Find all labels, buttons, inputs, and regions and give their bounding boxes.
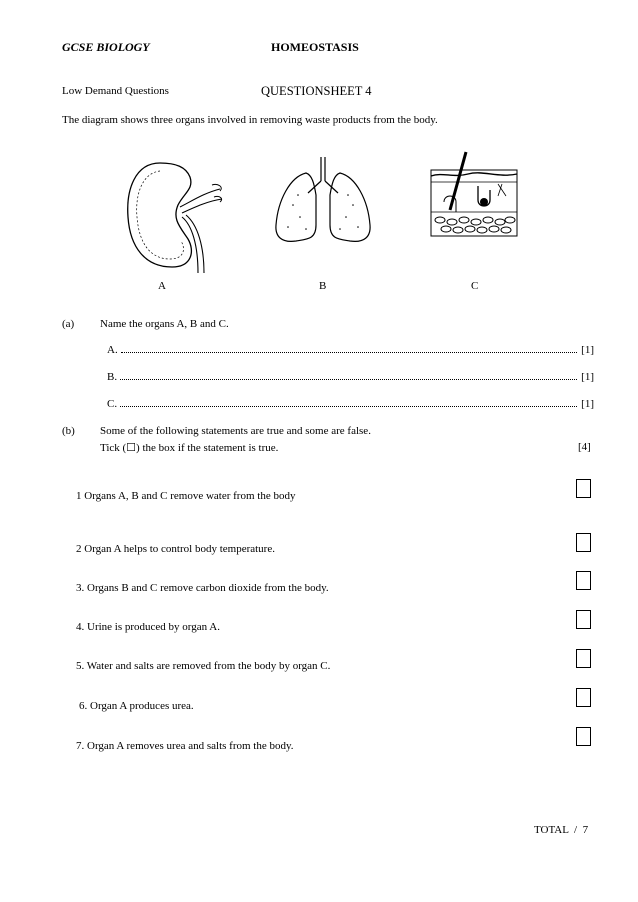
- answer-line-a[interactable]: [107, 344, 594, 356]
- answer-line-b[interactable]: [107, 371, 594, 383]
- diagram-label-c: C: [471, 280, 479, 292]
- statement-5: 5. Water and salts are removed from the body by organ C.: [76, 660, 331, 672]
- statement-4: 4. Urine is produced by organ A.: [76, 621, 220, 633]
- statement-7: 7. Organ A removes urea and salts from the body.: [76, 740, 294, 752]
- statement-2: 2 Organ A helps to control body temperature.: [76, 543, 275, 555]
- intro-text: The diagram shows three organs involved in removing waste products from the body.: [62, 114, 438, 126]
- lungs-icon: [268, 155, 378, 250]
- answer-marks-a: [1]: [581, 344, 594, 356]
- statement-6: 6. Organ A produces urea.: [79, 700, 194, 712]
- part-b-label: (b): [62, 425, 75, 437]
- tick-box-3[interactable]: [576, 571, 591, 590]
- tick-box-7[interactable]: [576, 727, 591, 746]
- part-a-label: (a): [62, 318, 75, 330]
- diagram-label-b: B: [319, 280, 327, 292]
- answer-marks-b: [1]: [581, 371, 594, 383]
- questionsheet-number: QUESTIONSHEET 4: [261, 84, 372, 98]
- subject-title: GCSE BIOLOGY: [62, 40, 150, 54]
- topic-title: HOMEOSTASIS: [271, 40, 359, 54]
- part-b-marks: [4]: [578, 441, 591, 453]
- tick-box-2[interactable]: [576, 533, 591, 552]
- answer-line-c[interactable]: [107, 398, 594, 410]
- part-a-question: Name the organs A, B and C.: [100, 318, 229, 330]
- demand-level: Low Demand Questions: [62, 85, 169, 97]
- diagram-label-a: A: [158, 280, 166, 292]
- part-b-instruction-2: Tick (☐) the box if the statement is true.: [100, 442, 279, 454]
- part-b-instruction-1: Some of the following statements are true and some are false.: [100, 425, 371, 437]
- answer-marks-c: [1]: [581, 398, 594, 410]
- answer-prefix-a: A.: [107, 344, 118, 356]
- kidney-icon: [120, 155, 230, 275]
- answer-prefix-b: B.: [107, 371, 118, 383]
- statement-3: 3. Organs B and C remove carbon dioxide from the body.: [76, 582, 329, 594]
- answer-prefix-c: C.: [107, 398, 118, 410]
- statement-1: 1 Organs A, B and C remove water from the body: [76, 490, 296, 502]
- tick-box-6[interactable]: [576, 688, 591, 707]
- skin-section-icon: [428, 150, 520, 240]
- tick-box-4[interactable]: [576, 610, 591, 629]
- tick-box-1[interactable]: [576, 479, 591, 498]
- total-score: TOTAL / 7: [534, 824, 589, 836]
- tick-box-5[interactable]: [576, 649, 591, 668]
